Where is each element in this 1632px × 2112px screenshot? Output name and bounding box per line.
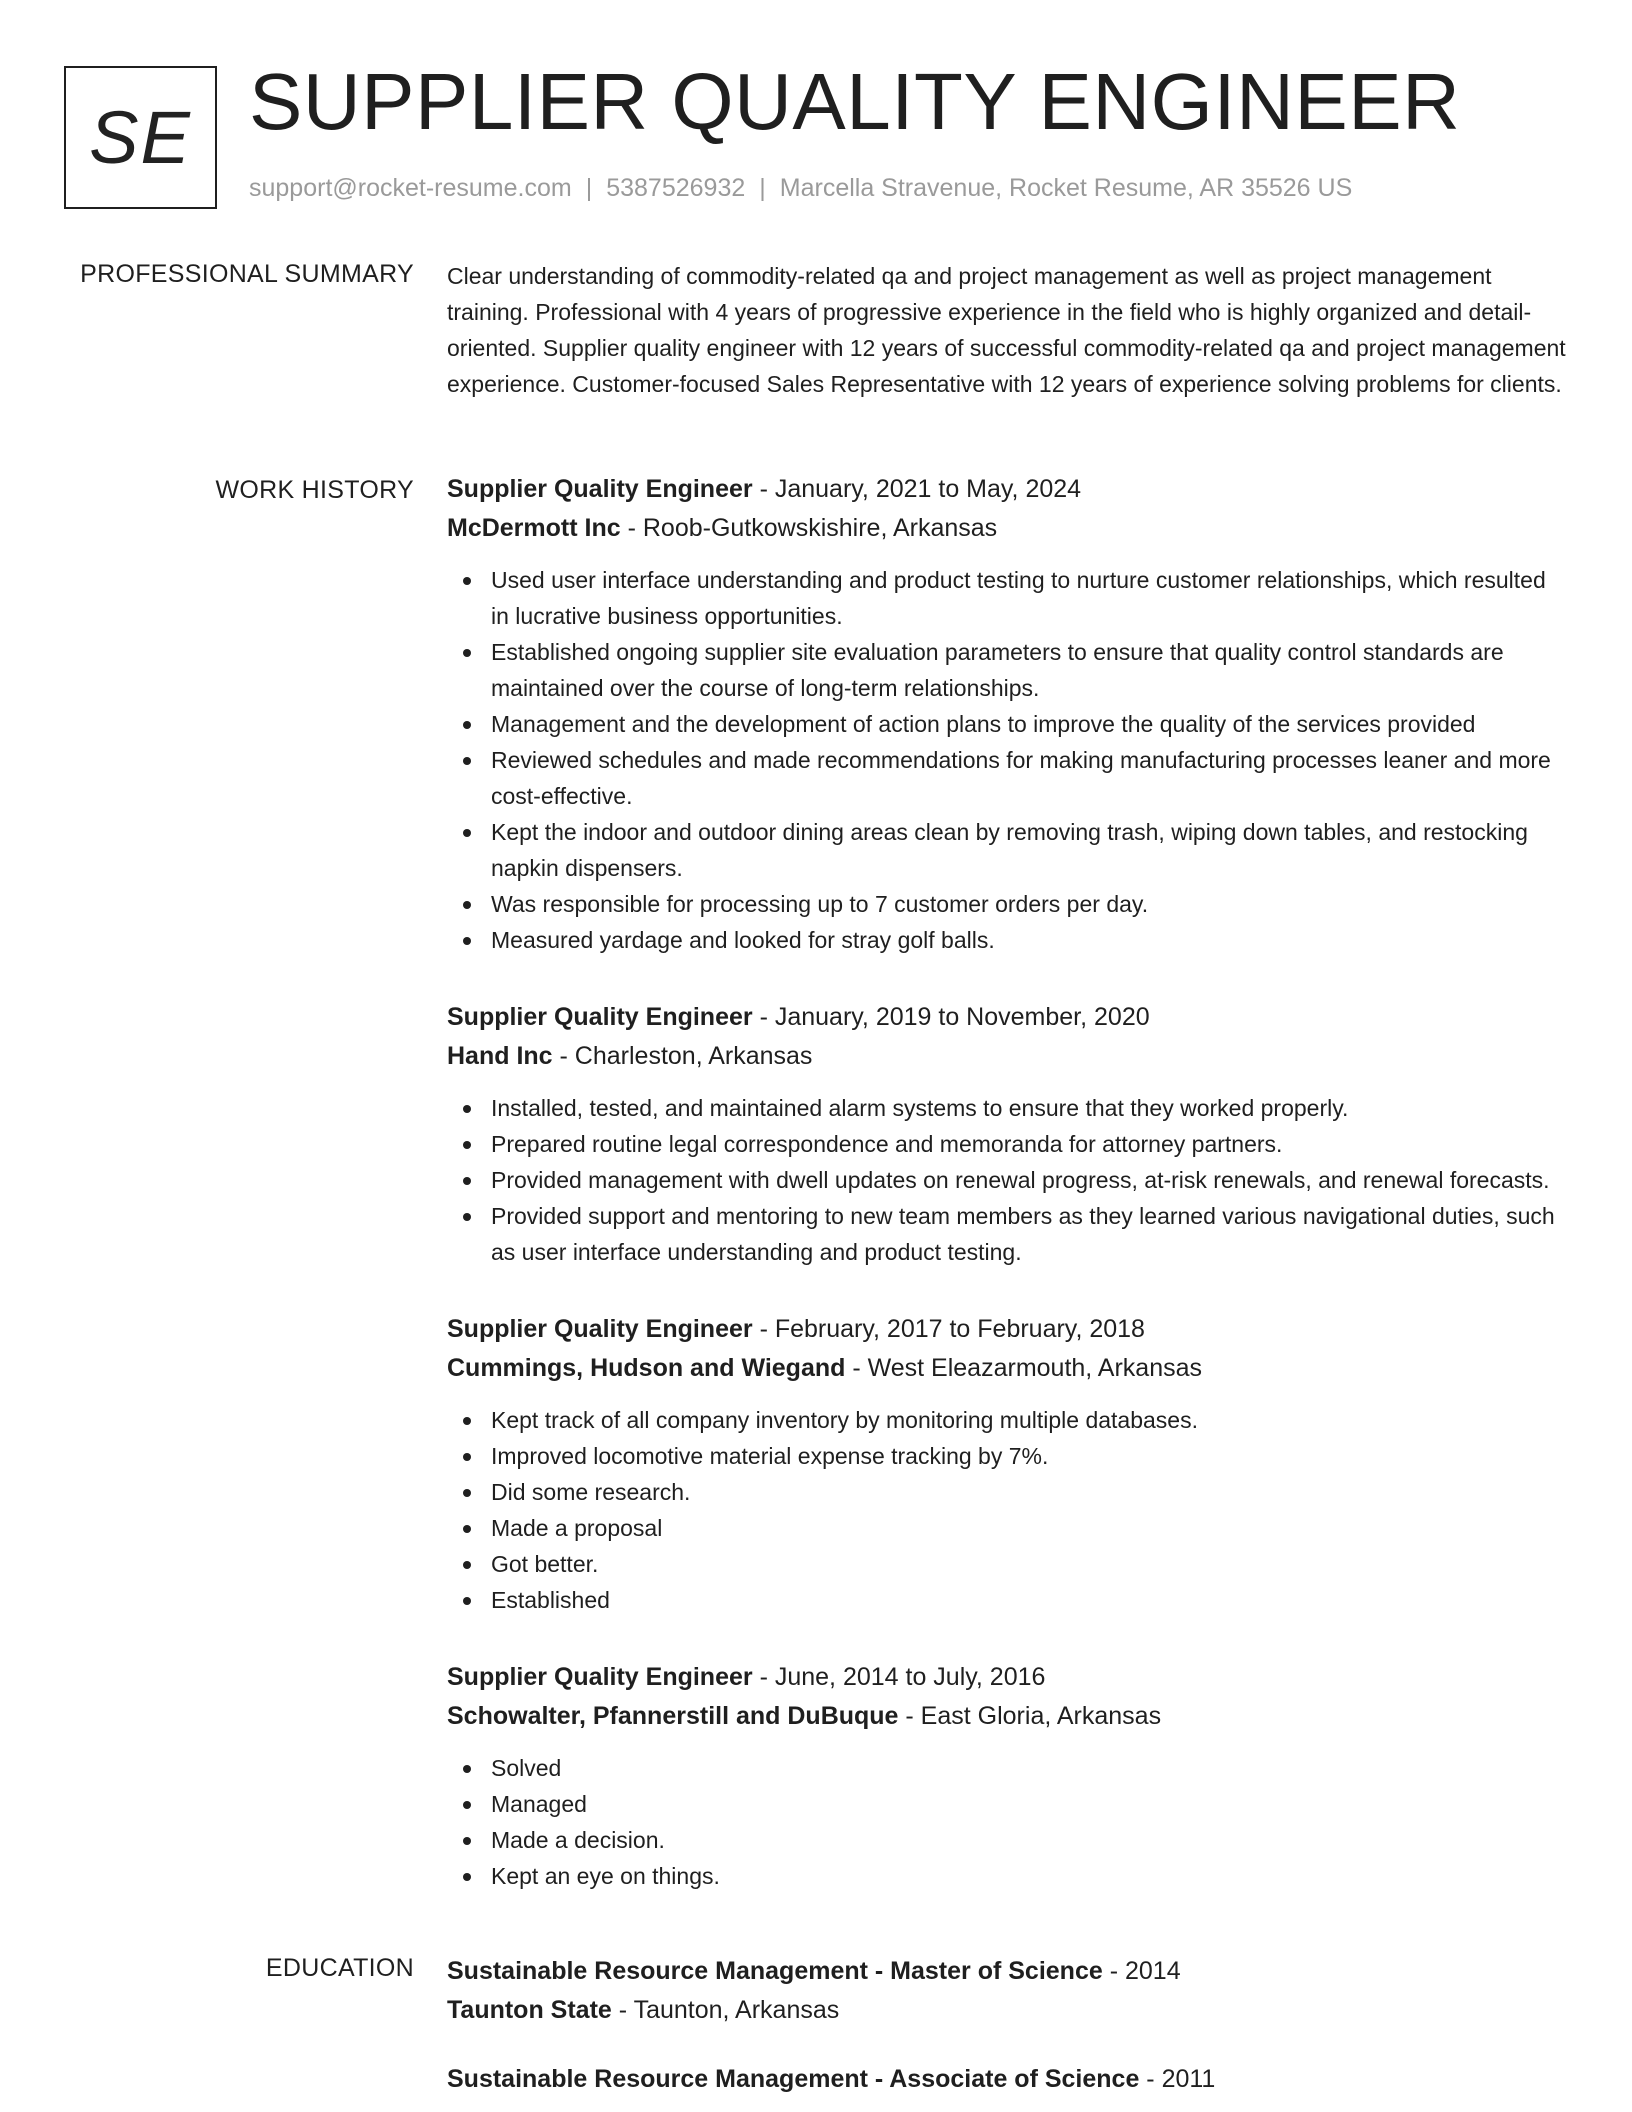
education-degree: Sustainable Resource Management - Master of Science (447, 1957, 1103, 1985)
job-bullets (447, 1402, 1567, 1618)
education-entry (447, 2060, 1567, 2099)
job-bullet: Improved locomotive material expense tracking by 7%. (447, 1438, 1567, 1474)
summary-text: Clear understanding of commodity-related qa and project management as well as project management training. Professional with 4 years of progressive experience in the field who is highly organized and detail-oriented. Supplier quality engineer with 12 years of successful commodity-related qa and project management experience. Customer-focused Sales Representative with 12 years of experience solving problems for clients. (447, 263, 1566, 397)
job-bullet: Provided support and mentoring to new team members as they learned various navigational duties, such as user interface understanding and product testing. (447, 1198, 1567, 1270)
job-company: Cummings, Hudson and Wiegand (447, 1354, 846, 1382)
education-school-line (447, 1991, 1567, 2030)
job-location: - East Gloria, Arkansas (898, 1702, 1162, 1730)
job-entry (447, 470, 1567, 958)
job-bullet: Measured yardage and looked for stray golf balls. (447, 922, 1567, 958)
job-location: - Roob-Gutkowskishire, Arkansas (620, 514, 998, 542)
job-bullets (447, 1750, 1567, 1894)
job-bullets (447, 1090, 1567, 1270)
contact-separator: | (759, 174, 766, 202)
job-bullet: Installed, tested, and maintained alarm systems to ensure that they worked properly. (447, 1090, 1567, 1126)
job-bullet: Did some research. (447, 1474, 1567, 1510)
job-bullets (447, 562, 1567, 958)
job-bullet: Got better. (447, 1546, 1567, 1582)
job-bullet: Made a proposal (447, 1510, 1567, 1546)
section-label-work-history: WORK HISTORY (215, 476, 414, 504)
job-bullet: Managed (447, 1786, 1567, 1822)
job-location: - West Eleazarmouth, Arkansas (845, 1354, 1203, 1382)
education-degree-line (447, 1952, 1567, 1991)
job-bullet: Established (447, 1582, 1567, 1618)
contact-phone[interactable]: 5387526932 (606, 174, 746, 202)
monogram-initials: SE (89, 96, 192, 179)
education-degree-line (447, 2060, 1567, 2099)
education-entry (447, 1952, 1567, 2030)
job-entry (447, 1310, 1567, 1618)
job-dates: - January, 2021 to May, 2024 (752, 475, 1082, 503)
job-company: Schowalter, Pfannerstill and DuBuque (447, 1702, 899, 1730)
job-title: Supplier Quality Engineer (447, 1003, 753, 1031)
job-dates: - January, 2019 to November, 2020 (752, 1003, 1150, 1031)
job-title: Supplier Quality Engineer (447, 1663, 753, 1691)
job-dates: - June, 2014 to July, 2016 (752, 1663, 1046, 1691)
job-company: Hand Inc (447, 1042, 553, 1070)
contact-address: Marcella Stravenue, Rocket Resume, AR 35526 US (779, 174, 1353, 202)
job-company-line (447, 1697, 1567, 1736)
monogram-badge (64, 66, 217, 209)
job-entry (447, 1658, 1567, 1894)
job-company-line (447, 1037, 1567, 1076)
job-title-line (447, 1310, 1567, 1349)
job-bullet: Kept the indoor and outdoor dining areas clean by removing trash, wiping down tables, and restocking napkin dispensers. (447, 814, 1567, 886)
contact-separator: | (585, 174, 593, 202)
job-title: Supplier Quality Engineer (447, 475, 753, 503)
job-title-line (447, 470, 1567, 509)
job-location: - Charleston, Arkansas (552, 1042, 813, 1070)
education-year: - 2011 (1139, 2065, 1216, 2093)
resume-title: SUPPLIER QUALITY ENGINEER (249, 57, 1461, 146)
job-bullet: Reviewed schedules and made recommendations for making manufacturing processes leaner and more cost-effective. (447, 742, 1567, 814)
job-entry (447, 998, 1567, 1270)
job-company-line (447, 1349, 1567, 1388)
job-company-line (447, 509, 1567, 548)
education-year: - 2014 (1102, 1957, 1181, 1985)
job-bullet: Management and the development of action plans to improve the quality of the services provided (447, 706, 1567, 742)
section-label-education: EDUCATION (265, 1954, 414, 1982)
contact-line (249, 174, 1352, 203)
job-title-line (447, 1658, 1567, 1697)
job-bullet: Kept an eye on things. (447, 1858, 1567, 1894)
contact-email[interactable]: support@rocket-resume.com (249, 174, 572, 202)
job-bullet: Solved (447, 1750, 1567, 1786)
education-school: Taunton State (447, 1996, 612, 2024)
job-bullet: Provided management with dwell updates on renewal progress, at-risk renewals, and renewal forecasts. (447, 1162, 1567, 1198)
job-bullet: Established ongoing supplier site evaluation parameters to ensure that quality control standards are maintained over the course of long-term relationships. (447, 634, 1567, 706)
job-bullet: Made a decision. (447, 1822, 1567, 1858)
education-location: - Taunton, Arkansas (611, 1996, 840, 2024)
section-label-summary: PROFESSIONAL SUMMARY (80, 260, 414, 288)
job-bullet: Kept track of all company inventory by monitoring multiple databases. (447, 1402, 1567, 1438)
job-title-line (447, 998, 1567, 1037)
job-bullet: Was responsible for processing up to 7 customer orders per day. (447, 886, 1567, 922)
job-title: Supplier Quality Engineer (447, 1315, 753, 1343)
job-bullet: Used user interface understanding and product testing to nurture customer relationships, which resulted in lucrative business opportunities. (447, 562, 1567, 634)
job-bullet: Prepared routine legal correspondence and memoranda for attorney partners. (447, 1126, 1567, 1162)
job-dates: - February, 2017 to February, 2018 (752, 1315, 1145, 1343)
education-degree: Sustainable Resource Management - Associate of Science (447, 2065, 1140, 2093)
job-company: McDermott Inc (447, 514, 621, 542)
